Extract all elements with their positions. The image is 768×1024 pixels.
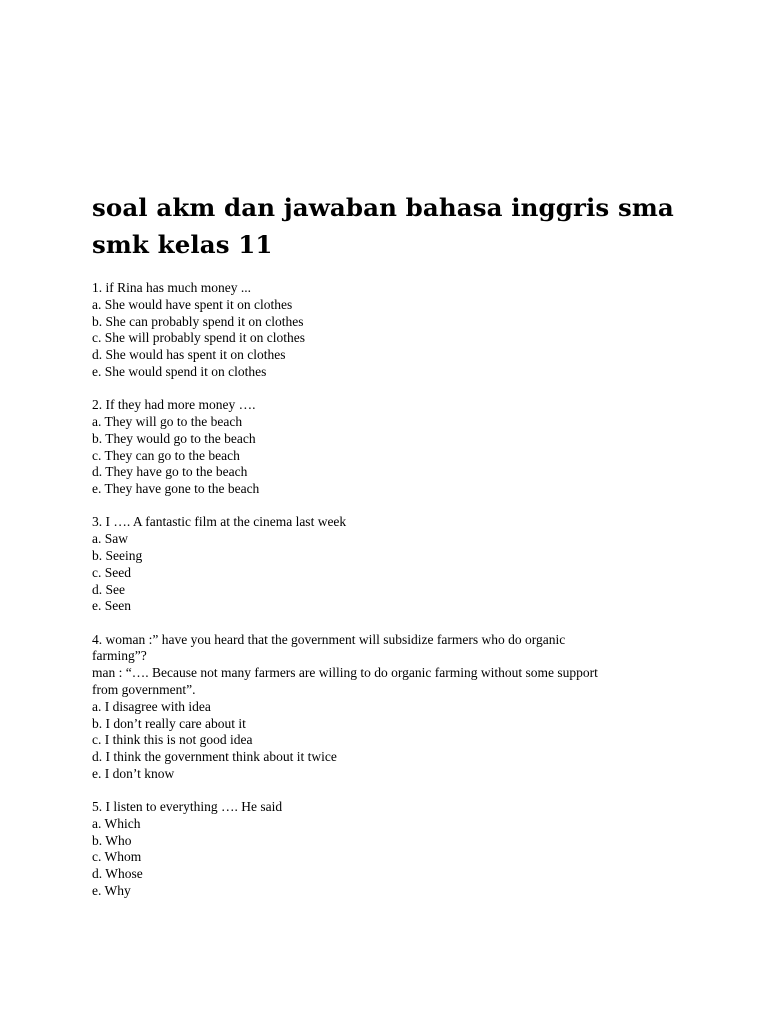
question-1: [92, 280, 732, 381]
answer-option: e. Seen: [92, 598, 131, 614]
answer-option: d. She would has spent it on clothes: [92, 347, 286, 363]
answer-option: a. Saw: [92, 531, 128, 547]
question-text: 3. I …. A fantastic film at the cinema last week: [92, 514, 347, 530]
answer-option: c. She will probably spend it on clothes: [92, 330, 305, 346]
answer-option: e. I don’t know: [92, 765, 175, 781]
answer-option: b. Who: [92, 832, 132, 848]
answer-option: d. They have go to the beach: [92, 464, 248, 480]
answer-option: a. They will go to the beach: [92, 413, 243, 429]
document-page: [92, 189, 732, 916]
answer-option: e. They have gone to the beach: [92, 481, 260, 497]
question-text: from government”.: [92, 681, 196, 697]
answer-option: c. I think this is not good idea: [92, 732, 253, 748]
answer-option: a. Which: [92, 815, 141, 831]
answer-option: c. Whom: [92, 849, 142, 865]
question-text: 1. if Rina has much money ...: [92, 280, 251, 295]
question-5: [92, 799, 732, 900]
answer-option: d. I think the government think about it twice: [92, 749, 337, 765]
answer-option: d. Whose: [92, 866, 143, 882]
question-text: man : “…. Because not many farmers are willing to do organic farming without some support: [92, 665, 598, 681]
answer-option: b. They would go to the beach: [92, 430, 256, 446]
answer-option: c. They can go to the beach: [92, 447, 240, 463]
answer-option: e. Why: [92, 883, 131, 899]
answer-option: a. I disagree with idea: [92, 698, 211, 714]
question-4: [92, 632, 732, 783]
document-title: soal akm dan jawaban bahasa inggris sma smk kelas 11: [92, 193, 674, 259]
answer-option: d. See: [92, 581, 125, 597]
answer-option: e. She would spend it on clothes: [92, 363, 267, 379]
question-2: [92, 397, 732, 498]
answer-option: a. She would have spent it on clothes: [92, 296, 293, 312]
answer-option: b. She can probably spend it on clothes: [92, 313, 304, 329]
question-text: 2. If they had more money ….: [92, 397, 256, 413]
question-text: 4. woman :” have you heard that the government will subsidize farmers who do organic: [92, 631, 566, 647]
question-text: 5. I listen to everything …. He said: [92, 799, 283, 815]
answer-option: b. I don’t really care about it: [92, 715, 246, 731]
answer-option: c. Seed: [92, 564, 131, 580]
question-list: [92, 280, 732, 900]
question-text: farming”?: [92, 648, 147, 664]
question-3: [92, 514, 732, 615]
answer-option: b. Seeing: [92, 547, 143, 563]
